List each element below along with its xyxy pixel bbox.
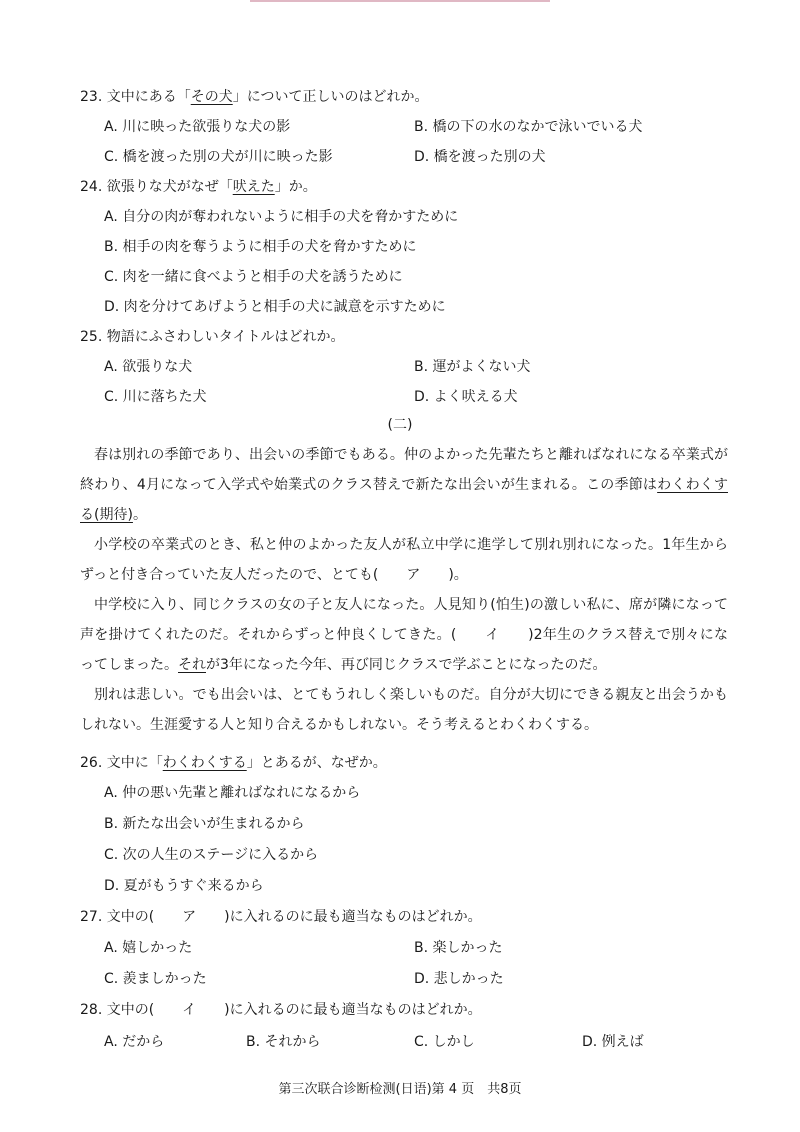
- underlined-phrase: わくわくする(期待): [80, 477, 728, 523]
- passage-paragraph-4: 別れは悲しい。でも出会いは、とてもうれしく楽しいものだ。自分が大切にできる親友と出会うかもしれない。生涯愛する人と知り合えるかもしれない。そう考えるとわくわくする。: [80, 687, 728, 733]
- option-24-c: C. 肉を一緒に食べようと相手の犬を誘うために: [104, 269, 403, 285]
- question-text-pre: 文中にある「: [106, 89, 191, 105]
- option-28-d: D. 例えば: [582, 1034, 644, 1050]
- option-26-a: A. 仲の悪い先輩と離ればなれになるから: [104, 785, 361, 801]
- option-24-b: B. 相手の肉を奪うように相手の犬を脅かすために: [104, 239, 417, 255]
- question-26: [80, 752, 387, 772]
- passage-paragraph-2: 小学校の卒業式のとき、私と仲のよかった友人が私立中学に進学して別れ別れになった。1年生からずっと付き合っていた友人だったので、とても( ア )。: [80, 537, 728, 583]
- p3-text: 中学校に入り、同じクラスの女の子と友人になった。人見知り(怕生)の激しい私に、席が隣になって声を掛けてくれたのだ。それからずっと仲良くしてきた。( イ )2年生のクラス替えで別々になってしまった。: [80, 597, 728, 673]
- option-26-c: C. 次の人生のステージに入るから: [104, 847, 319, 863]
- passage-paragraph-3: [80, 590, 728, 680]
- option-27-c: C. 羨ましかった: [104, 971, 207, 987]
- question-text-post: 」か。: [274, 179, 317, 195]
- option-25-d: D. よく吠える犬: [414, 389, 518, 405]
- question-text-pre: 欲張りな犬がなぜ「: [106, 179, 233, 195]
- page-footer: 第三次联合诊断检测(日语)第 4 页 共8页: [278, 1082, 522, 1097]
- question-23: [80, 86, 428, 106]
- question-number: 24.: [80, 179, 103, 195]
- section-title: (二): [387, 417, 413, 433]
- question-number: 23.: [80, 89, 103, 105]
- option-24-a: A. 自分の肉が奪われないように相手の犬を脅かすために: [104, 209, 459, 225]
- question-text: 文中の( イ )に入れるのに最も適当なものはどれか。: [106, 1002, 482, 1018]
- option-27-d: D. 悲しかった: [414, 971, 504, 987]
- p1-text: 春は別れの季節であり、出会いの季節でもある。仲のよかった先輩たちと離ればなれになる卒業式が終わり、4月になって入学式や始業式のクラス替えで新たな出会いが生まれる。この季節は: [80, 447, 728, 493]
- underlined-word: それ: [178, 657, 206, 673]
- question-27: [80, 906, 482, 926]
- option-28-c: C. しかし: [414, 1034, 475, 1050]
- question-text: 文中の( ア )に入れるのに最も適当なものはどれか。: [106, 909, 482, 925]
- option-24-d: D. 肉を分けてあげようと相手の犬に誠意を示すために: [104, 299, 446, 315]
- question-text-pre: 文中に「: [106, 755, 163, 771]
- option-23-a: A. 川に映った欲張りな犬の影: [104, 119, 291, 135]
- option-28-b: B. それから: [246, 1034, 321, 1050]
- option-26-b: B. 新たな出会いが生まれるから: [104, 816, 305, 832]
- underlined-phrase: わくわくする: [162, 755, 247, 771]
- option-25-b: B. 運がよくない犬: [414, 359, 531, 375]
- passage-paragraph-1: [80, 440, 728, 530]
- option-25-c: C. 川に落ちた犬: [104, 389, 207, 405]
- p3-end: が3年になった今年、再び同じクラスで学ぶことになったのだ。: [206, 657, 607, 673]
- option-27-b: B. 楽しかった: [414, 940, 503, 956]
- question-text-post: 」とあるが、なぜか。: [246, 755, 387, 771]
- question-number: 27.: [80, 909, 103, 925]
- option-26-d: D. 夏がもうすぐ来るから: [104, 878, 264, 894]
- question-25: [80, 326, 344, 346]
- option-23-c: C. 橋を渡った別の犬が川に映った影: [104, 149, 333, 165]
- option-25-a: A. 欲張りな犬: [104, 359, 193, 375]
- underlined-phrase: その犬: [190, 89, 233, 105]
- underlined-phrase: 吠えた: [232, 179, 275, 195]
- option-28-a: A. だから: [104, 1034, 165, 1050]
- question-number: 25.: [80, 329, 103, 345]
- question-text: 物語にふさわしいタイトルはどれか。: [106, 329, 345, 345]
- option-23-d: D. 橋を渡った別の犬: [414, 149, 546, 165]
- question-text-post: 」について正しいのはどれか。: [232, 89, 429, 105]
- question-number: 28.: [80, 1002, 103, 1018]
- question-28: [80, 999, 482, 1019]
- option-27-a: A. 嬉しかった: [104, 940, 193, 956]
- question-24: [80, 176, 317, 196]
- p1-end: 。: [132, 507, 147, 523]
- option-23-b: B. 橋の下の水のなかで泳いでいる犬: [414, 119, 643, 135]
- reading-passage: [80, 440, 728, 740]
- question-number: 26.: [80, 755, 103, 771]
